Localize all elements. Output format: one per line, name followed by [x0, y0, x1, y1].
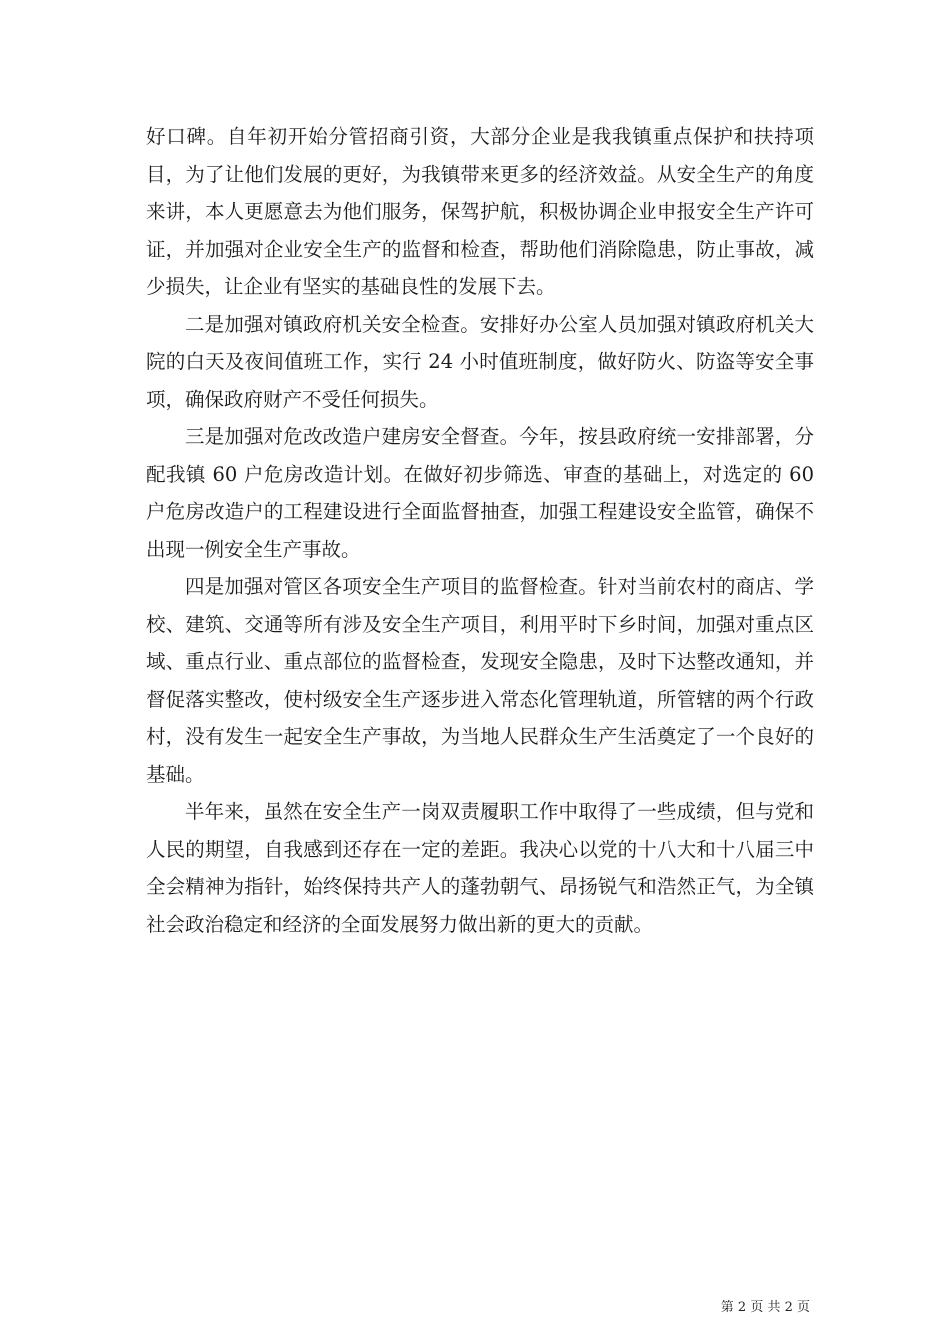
document-body — [146, 118, 814, 943]
paragraph-conclusion: 半年来，虽然在安全生产一岗双责履职工作中取得了一些成绩，但与党和人民的期望，自我感到还存在一定的差距。我决心以党的十八大和十八届三中全会精神为指针，始终保持共产人的蓬勃朝气、昂扬锐气和浩然正气，为全镇社会政治稳定和经济的全面发展努力做出新的更大的贡献。 — [146, 800, 814, 936]
paragraph-housing-safety: 三是加强对危改改造户建房安全督查。今年，按县政府统一安排部署，分配我镇 60 户危房改造计划。在做好初步筛选、审查的基础上，对选定的 60 户危房改造户的工程建设进行全面监督抽查，加强工程建设安全监管，确保不出现一例安全生产事故。 — [146, 425, 814, 561]
page-number: 第 2 页 共 2 页 — [720, 1300, 810, 1315]
paragraph-continued: 好口碑。自年初开始分管招商引资，大部分企业是我我镇重点保护和扶持项目，为了让他们发展的更好，为我镇带来更多的经济效益。从安全生产的角度来讲，本人更愿意去为他们服务，保驾护航，积极协调企业申报安全生产许可证，并加强对企业安全生产的监督和检查，帮助他们消除隐患，防止事故，减少损失，让企业有坚实的基础良性的发展下去。 — [146, 125, 814, 298]
paragraph-office-safety: 二是加强对镇政府机关安全检查。安排好办公室人员加强对镇政府机关大院的白天及夜间值班工作，实行 24 小时值班制度，做好防火、防盗等安全事项，确保政府财产不受任何损失。 — [146, 312, 814, 411]
paragraph-district-inspection: 四是加强对管区各项安全生产项目的监督检查。针对当前农村的商店、学校、建筑、交通等所有涉及安全生产项目，利用平时下乡时间，加强对重点区域、重点行业、重点部位的监督检查，发现安全隐患，及时下达整改通知，并督促落实整改，使村级安全生产逐步进入常态化管理轨道，所管辖的两个行政村，没有发生一起安全生产事故，为当地人民群众生产生活奠定了一个良好的基础。 — [146, 575, 814, 786]
